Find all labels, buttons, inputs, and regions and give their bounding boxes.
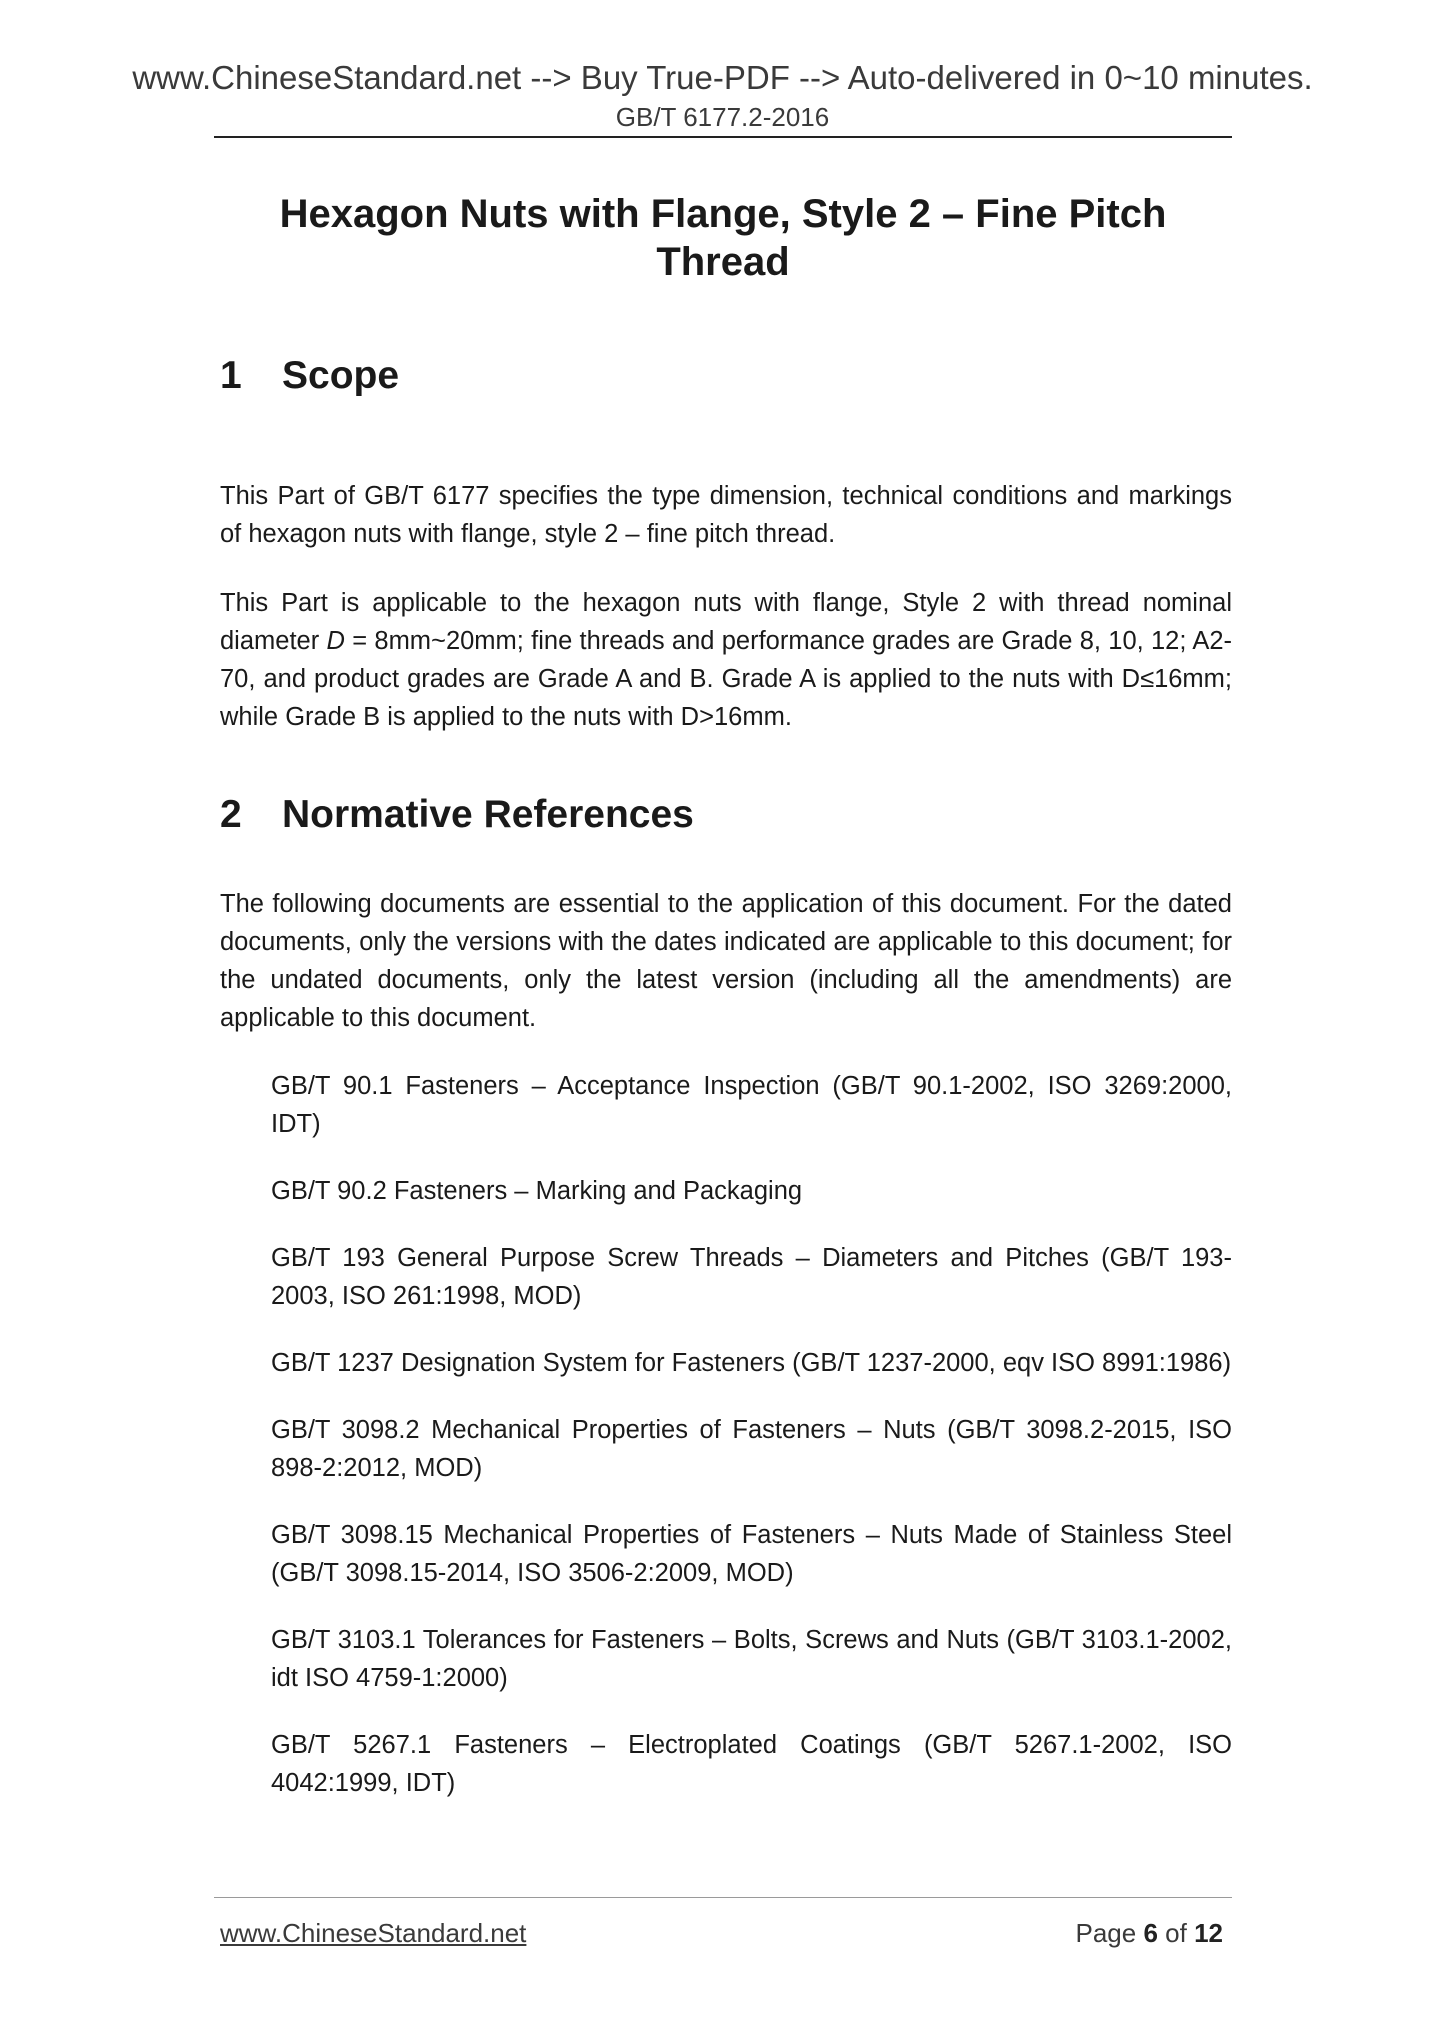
reference-item: GB/T 3098.15 Mechanical Properties of Fasteners – Nuts Made of Stainless Steel (GB/T 3098.15-2014, ISO 3506-2:2009, MOD)	[271, 1521, 1232, 1587]
scope-text-part: = 8mm~20mm; fine threads and performance grades are Grade 8, 10, 12; A2-70, and product grades are Grade A and B. Grade A is applied to the nuts with D≤16mm; while Grade B is applied to the nuts with D>16mm.	[220, 627, 1233, 731]
header-divider	[214, 136, 1232, 138]
page-prefix: Page	[1075, 1918, 1137, 1948]
reference-item: GB/T 193 General Purpose Screw Threads – Diameters and Pitches (GB/T 193-2003, ISO 261:1998, MOD)	[271, 1244, 1232, 1310]
references-intro: The following documents are essential to the application of this document. For the dated documents, only the versions with the dates indicated are applicable to this document; for the undated documents, only the latest version (including all the amendments) are applicable to this document.	[220, 890, 1232, 1032]
reference-item: GB/T 5267.1 Fasteners – Electroplated Coatings (GB/T 5267.1-2002, ISO 4042:1999, IDT)	[271, 1731, 1232, 1797]
reference-item: GB/T 3098.2 Mechanical Properties of Fasteners – Nuts (GB/T 3098.2-2015, ISO 898-2:2012, MOD)	[271, 1416, 1232, 1482]
scope-text-part: This Part is applicable to the hexagon nuts with flange, Style 2 with thread nominal diameter	[220, 589, 1232, 655]
section-title: Normative References	[282, 793, 694, 836]
section-number: 1	[220, 354, 242, 397]
document-title: Hexagon Nuts with Flange, Style 2 – Fine Pitch Thread	[279, 192, 1167, 284]
scope-paragraph-1: This Part of GB/T 6177 specifies the type dimension, technical conditions and markings of hexagon nuts with flange, style 2 – fine pitch thread.	[220, 482, 1232, 548]
footer-website-link[interactable]: www.ChineseStandard.net	[220, 1918, 527, 1948]
reference-item: GB/T 90.2 Fasteners – Marking and Packaging	[271, 1177, 803, 1205]
scope-paragraph-2	[220, 584, 1232, 736]
reference-item: GB/T 3103.1 Tolerances for Fasteners – Bolts, Screws and Nuts (GB/T 3103.1-2002, idt ISO 4759-1:2000)	[271, 1626, 1232, 1692]
current-page-number: 6	[1143, 1918, 1158, 1948]
footer-divider	[214, 1897, 1232, 1898]
section-scope-heading	[220, 353, 399, 399]
variable-d: D	[326, 627, 345, 655]
top-banner: www.ChineseStandard.net --> Buy True-PDF --> Auto-delivered in 0~10 minutes.	[132, 59, 1313, 96]
section-number: 2	[220, 793, 242, 836]
reference-list	[271, 1067, 1232, 1831]
total-page-count: 12	[1194, 1918, 1223, 1948]
page-of: of	[1165, 1918, 1187, 1948]
reference-item: GB/T 1237 Designation System for Fasteners (GB/T 1237-2000, eqv ISO 8991:1986)	[271, 1349, 1232, 1377]
section-title: Scope	[282, 354, 400, 397]
reference-item: GB/T 90.1 Fasteners – Acceptance Inspection (GB/T 90.1-2002, ISO 3269:2000, IDT)	[271, 1072, 1232, 1138]
page-indicator	[1075, 1918, 1223, 1949]
section-references-heading	[220, 792, 694, 838]
standard-number: GB/T 6177.2-2016	[615, 102, 830, 132]
